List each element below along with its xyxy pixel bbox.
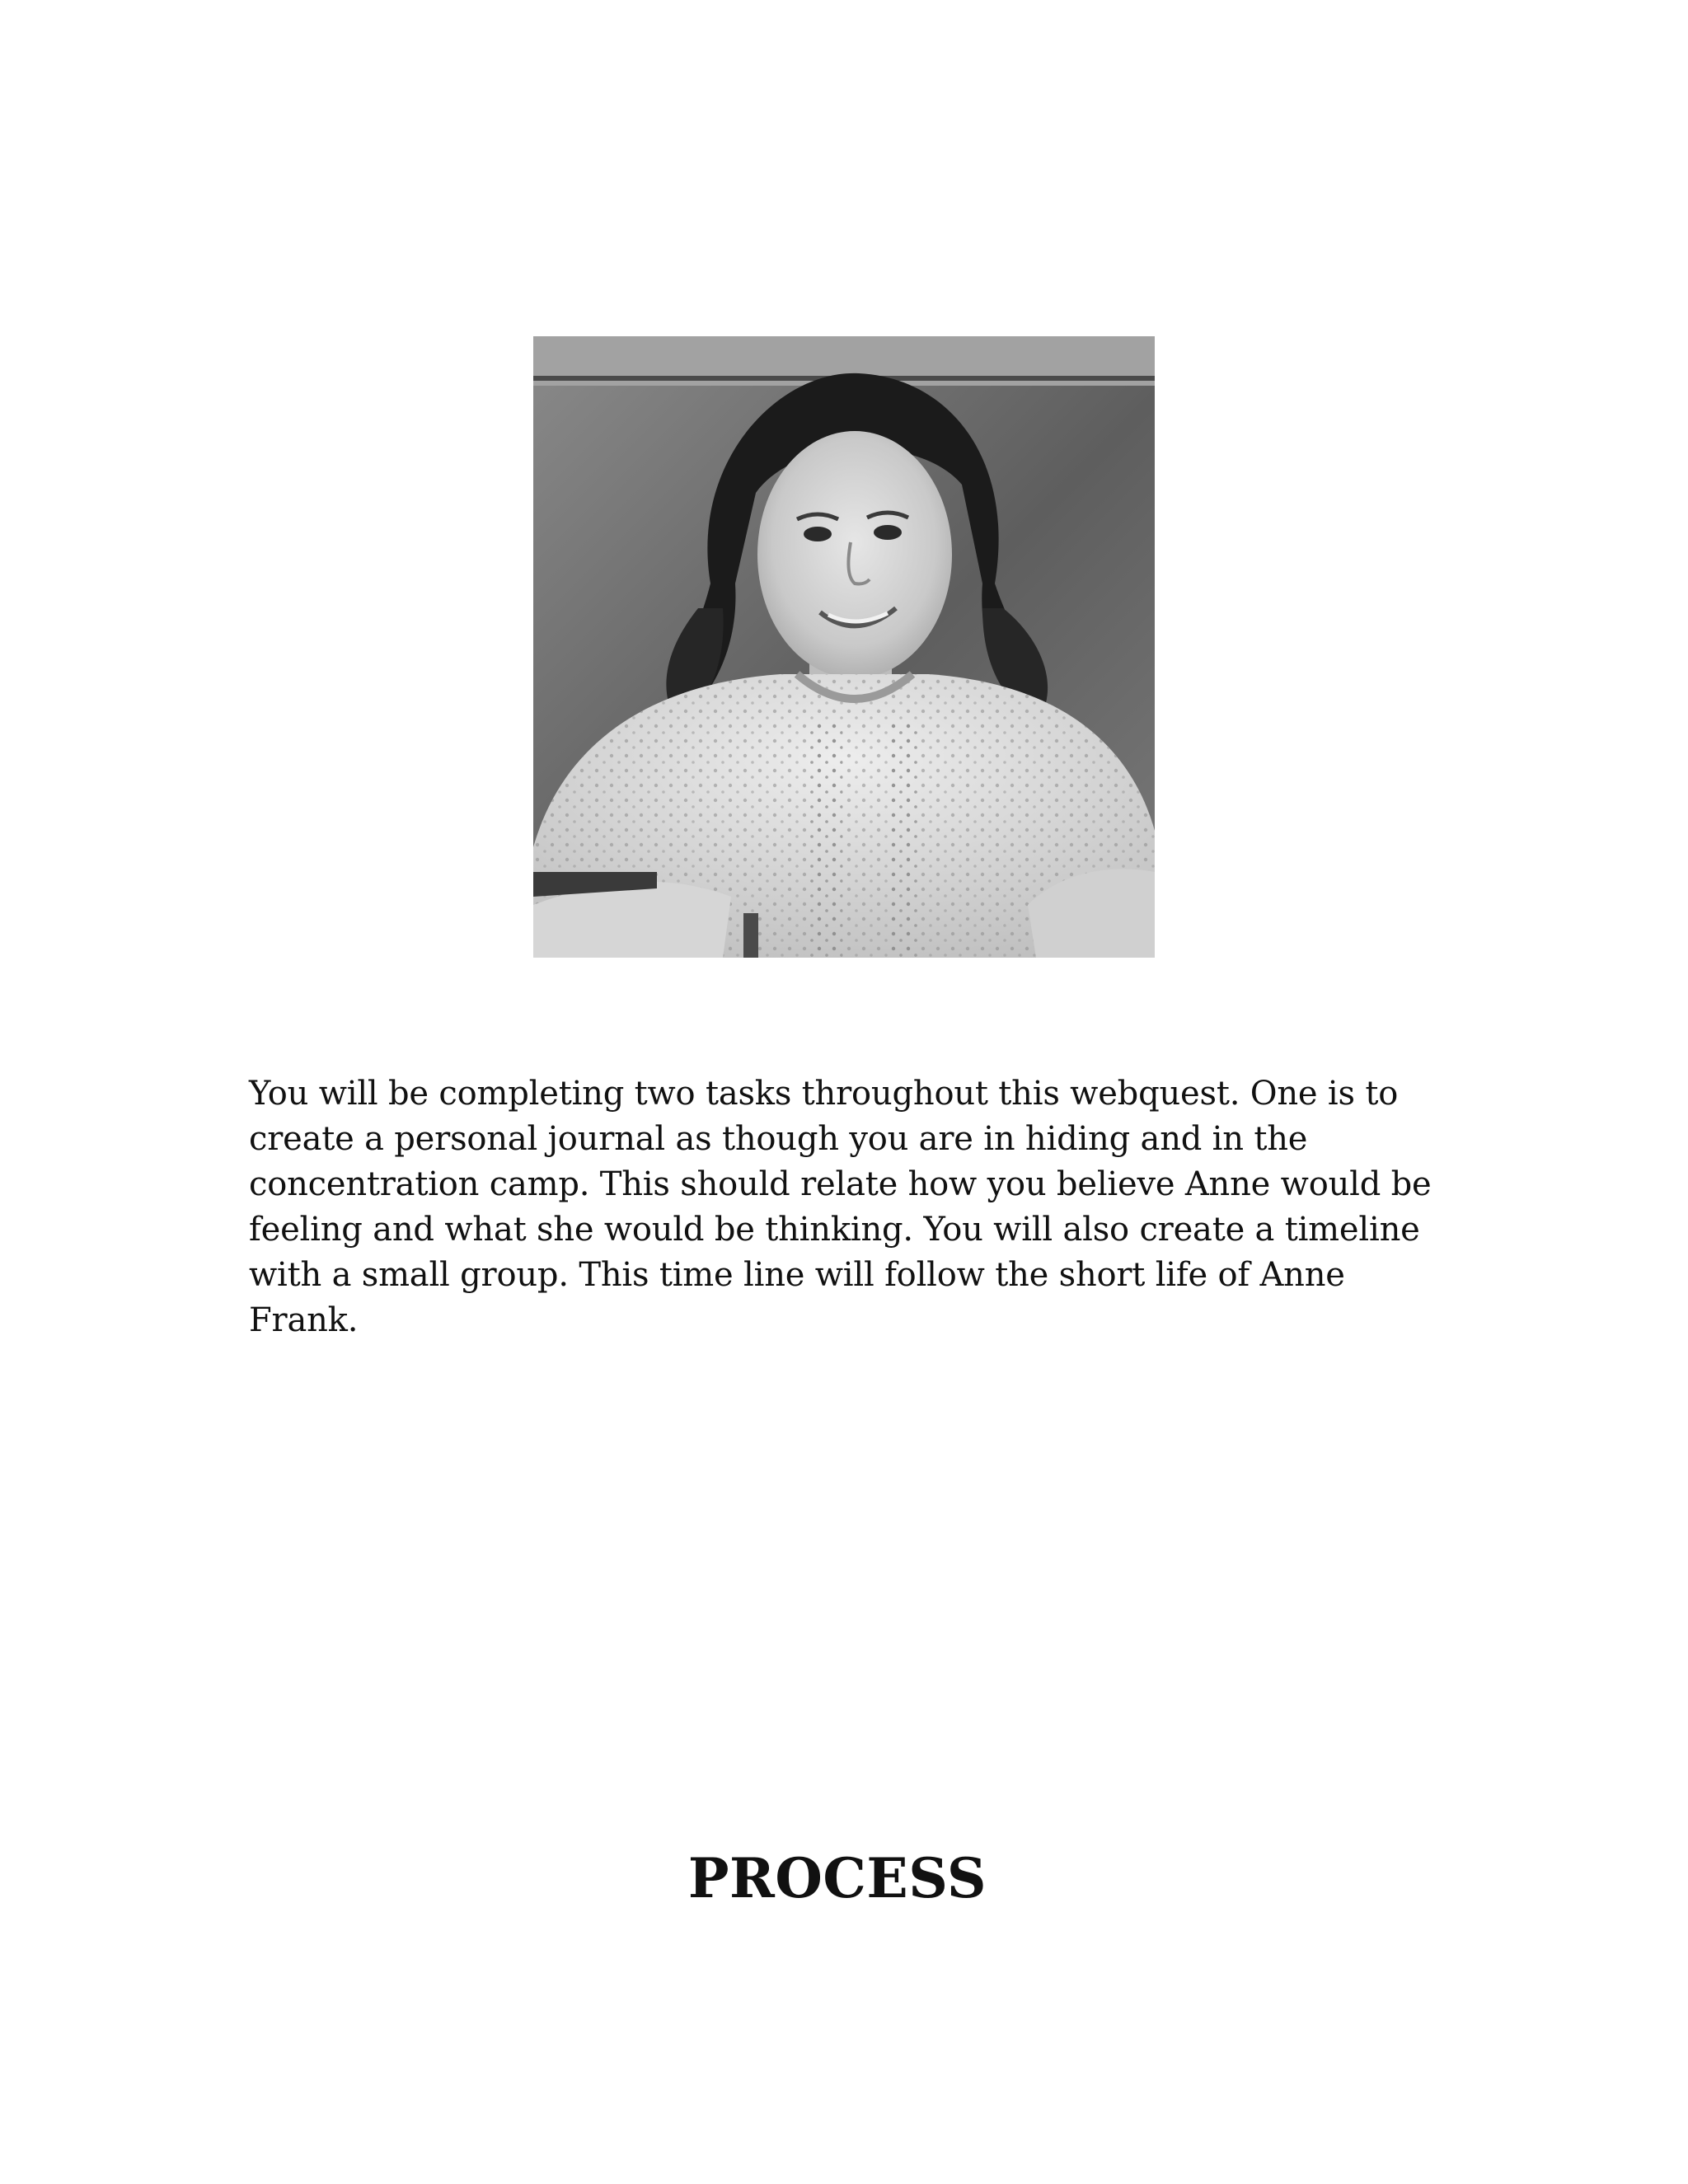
portrait-photo-icon	[533, 336, 1155, 958]
intro-paragraph: You will be completing two tasks throughout this webquest. One is to create a personal journal as though you are in hiding and in the concentration camp. This should relate how you believe Anne would be feeling and what she would be thinking. You will also create a timeline with a small group. This time line will follow the short life of Anne Frank.	[249, 1075, 1432, 1339]
portrait-photo	[533, 336, 1155, 958]
section-heading: PROCESS	[687, 1846, 987, 1910]
